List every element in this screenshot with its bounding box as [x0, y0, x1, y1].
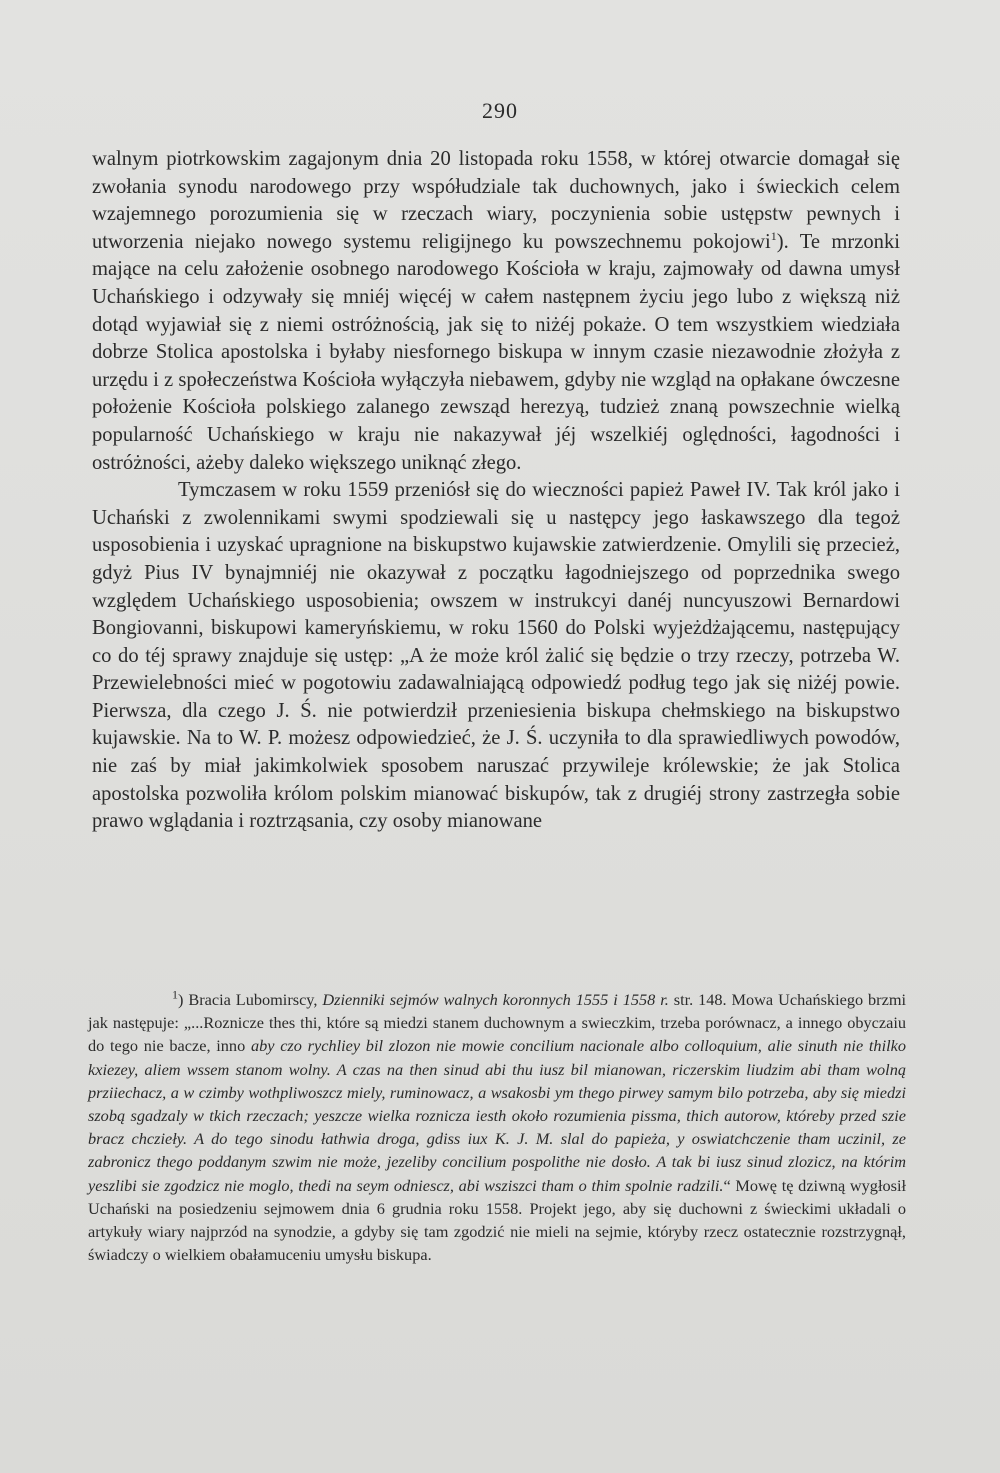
paragraph-1-text-a: walnym piotrkowskim zagajonym dnia 20 listopada roku 1558, w której otwarcie domagał się zwołania synodu narodowego przy współudziale tak duchownych, jako i świeckich celem wzajemnego porozumienia się w rzeczach wiary, poczynienia sobie ustępstw pewnych i utworzenia niejako nowego systemu religijnego ku powszechnemu pokojowi — [92, 148, 900, 253]
page-number: 290 — [482, 98, 518, 123]
paragraph-2: Tymczasem w roku 1559 przeniósł się do wieczności papież Paweł IV. Tak król jako i Uchański z zwolennikami swymi spodziewali się u następcy jego łaskawszego dla tegoż usposobienia i uzyskać upragnione na biskupstwo kujawskie zatwierdzenie. Omylili się przecież, gdyż Pius IV bynajmniéj nie okazywał z początku łagodniejszego od poprzednika swego względem Uchańskiego usposobienia; owszem w instrukcyi danéj nuncyuszowi Bernardowi Bongiovanni, biskupowi kameryńskiemu, w roku 1560 do Polski wyjeżdżającemu, następujący co do téj sprawy znajduje się ustęp: „A że może król żalić się będzie o trzy rzeczy, potrzeba W. Przewielebności mieć w pogotowiu zadawalniającą odpowiedź podług tego jak się niżéj powie. Pierwsza, dla czego J. Ś. nie potwierdził przeniesienia biskupa chełmskiego na biskupstwo kujawskie. Na to W. P. możesz odpowiedzieć, że J. Ś. uczyniła to dla sprawiedliwych powodów, nie zaś by miał jakimkolwiek sposobem naruszać przywileje królewskie; że jak Stolica apostolska pozwoliła królom polskim mianować biskupów, tak z drugiéj strony zastrzegła sobie prawo wglądania i roztrząsania, czy osoby mianowane — [92, 479, 900, 833]
paragraph-1 — [92, 146, 900, 477]
footnote-text-b: str. 148. Mowa Uchańskiego brzmi jak następuje: „...Roznicze thes thi, które są miedzi stanem duchownym a swieczkim, trzeba porównacz, a innego obyczaiu do tego nie bacze, inno — [88, 990, 907, 1056]
footnote — [88, 988, 906, 1266]
footnote-text-a: ) Bracia Lubomirscy, — [178, 990, 323, 1009]
footnote-cited-title: Dzienniki sejmów walnych koronnych 1555 i 1558 r. — [322, 990, 669, 1009]
footnote-reference-1[interactable]: 1 — [770, 228, 777, 243]
paragraph-1-text-b: ). Te mrzonki mające na celu założenie osobnego narodowego Kościoła w kraju, zajmowały od dawna umysł Uchańskiego i odzywały się mniéj więcéj w całem następnem życiu jego lubo z większą niż dotąd wyjawiał się z niemi ostróżnością, jak się to niżéj pokaże. O tem wszystkiem wiedziała dobrze Stolica apostolska i byłaby niesfornego biskupa w innym czasie niezawodnie złożyła z urzędu i z społeczeństwa Kościoła wyłączyła niebawem, gdyby nie wzgląd na opłakane ówczesne położenie Kościoła polskiego zalanego zewsząd herezyą, tudzież znaną powszechnie wielką popularność Uchańskiego w kraju nie nakazywał jéj wszelkiéj oględności, łagodności i ostróżności, ażeby daleko większego uniknąć złego. — [92, 230, 900, 474]
footnote-marker: 1 — [172, 987, 178, 1002]
footnote-text-c: “ Mowę tę dziwną wygłosił Uchański na posiedzeniu sejmowem dnia 6 grudnia roku 1558. Projekt jego, aby się duchowni z świeckimi układali o artykuły wiary najprzód na synodzie, a gdyby się tam zgodzić nie mieli na sejmie, którуby rzecz ostatecznie rozstrzygnął, świadczy o wielkiem obałamuceniu umysłu biskupa. — [88, 1175, 906, 1265]
main-text — [92, 146, 900, 836]
footnote-quotation: aby czo rychliey bil zlozon nie mowie concilium nacionale albo colloquium, alie sinuth nie thilko kxiezey, aliem wssem stanom wolny. A czas na then sinud abi thu iusz bil mianowan, riczerskim liudzim abi tham wolną prziiechacz, a w czimby wothpliwoszcz miely, ruminowacz, a wsakosbi ym thego pirwey samym bilo potrzeba, aby się miedzi szobą sgadzaly w tkich rzeczach; yeszcze wielka roznicza iesth około rozumienia pissma, thich autorow, którebу przed szie bracz chczieły. A do tego sinodu łathwia droga, gdiss iux K. J. M. slal do papieża, y oswiatchczenie tham uczinil, ze zabronicz thego poddanym szwim nie może, jezeliby concilium pospolithe nie dosło. A tak bi iusz sinud zlozicz, na którim yeszlibi sie zgodzicz nie moglo, thedi na seym odniescz, abi wsziszci tham o thim spolnie radzili. — [88, 1036, 906, 1195]
footnote-paragraph — [88, 988, 906, 1266]
